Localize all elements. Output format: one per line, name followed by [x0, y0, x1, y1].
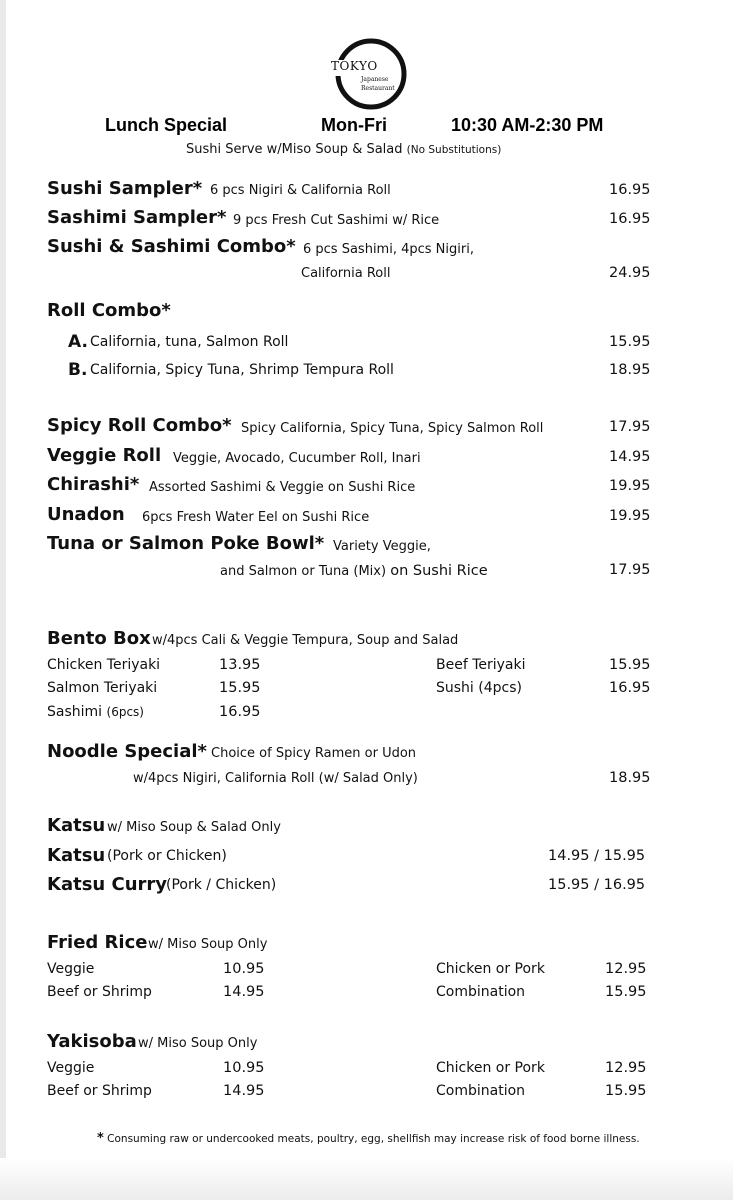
section-desc: w/ Miso Soup Only — [138, 1036, 258, 1051]
item-title: Roll Combo* — [47, 300, 171, 321]
bento-item: Sushi (4pcs) — [436, 680, 522, 696]
logo-name: TOKYO — [331, 59, 378, 73]
yakisoba-price: 14.95 — [223, 1083, 265, 1099]
option-label: A. — [68, 332, 88, 352]
menu-hours: 10:30 AM-2:30 PM — [451, 115, 604, 135]
item-price: 16.95 — [609, 211, 651, 227]
item-title: Chirashi* — [47, 474, 140, 495]
bento-price: 15.95 — [609, 657, 651, 673]
fried-rice-item: Combination — [436, 984, 526, 1000]
fried-rice-price: 12.95 — [605, 961, 647, 977]
menu-days: Mon-Fri — [321, 115, 387, 135]
item-desc: Assorted Sashimi & Veggie on Sushi Rice — [149, 480, 416, 495]
option-price: 15.95 — [609, 334, 651, 350]
item-title: Tuna or Salmon Poke Bowl* — [47, 533, 325, 554]
section-desc: w/ Miso Soup Only — [148, 937, 268, 952]
option-price: 18.95 — [609, 362, 651, 378]
item-title: Unadon — [47, 504, 125, 525]
bento-item: Beef Teriyaki — [436, 657, 526, 673]
bento-item: Sashimi (6pcs) — [47, 704, 144, 720]
item-price: 15.95 / 16.95 — [548, 877, 646, 893]
fried-rice-item: Veggie — [47, 961, 95, 977]
item-desc: 6pcs Fresh Water Eel on Sushi Rice — [142, 510, 370, 525]
fried-rice-price: 14.95 — [223, 984, 265, 1000]
bento-price: 16.95 — [609, 680, 651, 696]
item-title: Katsu Curry — [47, 874, 168, 895]
bento-item: Chicken Teriyaki — [47, 657, 161, 673]
menu-subtitle: Sushi Serve w/Miso Soup & Salad (No Substitutions) — [186, 142, 502, 157]
item-price: 17.95 — [609, 562, 651, 578]
option-desc: California, Spicy Tuna, Shrimp Tempura Roll — [90, 362, 394, 378]
menu-subtitle-note: (No Substitutions) — [406, 144, 502, 156]
section-title: Noodle Special* — [47, 741, 207, 762]
yakisoba-price: 10.95 — [223, 1060, 265, 1076]
section-desc: w/ Miso Soup & Salad Only — [107, 820, 281, 835]
yakisoba-price: 15.95 — [605, 1083, 647, 1099]
disclaimer-asterisk: * — [97, 1131, 104, 1146]
item-price: 14.95 / 15.95 — [548, 848, 646, 864]
yakisoba-item: Veggie — [47, 1060, 95, 1076]
yakisoba-item: Beef or Shrimp — [47, 1083, 152, 1099]
yakisoba-price: 12.95 — [605, 1060, 647, 1076]
item-price: 16.95 — [609, 182, 651, 198]
item-desc-line2: California Roll — [301, 266, 391, 281]
item-price: 19.95 — [609, 478, 651, 494]
logo-subtitle-1: Japanese — [361, 76, 389, 83]
item-desc: Variety Veggie, — [333, 539, 431, 554]
bento-item: Salmon Teriyaki — [47, 680, 158, 696]
item-desc-line2: and Salmon or Tuna (Mix) on Sushi Rice — [220, 563, 488, 579]
menu-title: Lunch Special — [105, 115, 228, 135]
item-title: Sushi Sampler* — [47, 178, 203, 199]
page-bottom-shadow — [0, 1158, 733, 1200]
item-title: Veggie Roll — [47, 445, 162, 466]
bento-price: 13.95 — [219, 657, 261, 673]
item-desc: 6 pcs Nigiri & California Roll — [210, 183, 391, 198]
item-title: Katsu — [47, 845, 106, 866]
section-desc-line2: w/4pcs Nigiri, California Roll (w/ Salad Only) — [133, 771, 418, 786]
fried-rice-price: 10.95 — [223, 961, 265, 977]
section-title: Yakisoba — [47, 1031, 137, 1052]
item-desc: Veggie, Avocado, Cucumber Roll, Inari — [173, 451, 421, 466]
bento-price: 16.95 — [219, 704, 261, 720]
section-desc: w/4pcs Cali & Veggie Tempura, Soup and Salad — [152, 633, 459, 648]
restaurant-logo — [331, 38, 411, 110]
item-desc: Spicy California, Spicy Tuna, Spicy Salmon Roll — [241, 421, 544, 436]
item-desc: (Pork / Chicken) — [166, 877, 277, 893]
item-desc: 9 pcs Fresh Cut Sashimi w/ Rice — [233, 213, 440, 228]
section-title: Bento Box — [47, 628, 151, 649]
bento-price: 15.95 — [219, 680, 261, 696]
yakisoba-item: Combination — [436, 1083, 526, 1099]
item-price: 18.95 — [609, 770, 651, 786]
option-label: B. — [68, 360, 88, 380]
food-safety-disclaimer: * Consuming raw or undercooked meats, poultry, egg, shellfish may increase risk of food borne illness. — [97, 1131, 640, 1146]
item-price: 19.95 — [609, 508, 651, 524]
yakisoba-item: Chicken or Pork — [436, 1060, 545, 1076]
item-desc: 6 pcs Sashimi, 4pcs Nigiri, — [303, 242, 474, 257]
option-desc: California, tuna, Salmon Roll — [90, 334, 289, 350]
item-title: Sushi & Sashimi Combo* — [47, 236, 296, 257]
item-desc: (Pork or Chicken) — [107, 848, 227, 864]
item-price: 24.95 — [609, 265, 651, 281]
fried-rice-price: 15.95 — [605, 984, 647, 1000]
logo-subtitle-2: Restaurant — [361, 85, 395, 92]
item-title: Sashimi Sampler* — [47, 207, 227, 228]
item-price: 17.95 — [609, 419, 651, 435]
section-desc: Choice of Spicy Ramen or Udon — [211, 746, 417, 761]
item-price: 14.95 — [609, 449, 651, 465]
section-title: Fried Rice — [47, 932, 148, 953]
section-title: Katsu — [47, 815, 106, 836]
fried-rice-item: Beef or Shrimp — [47, 984, 152, 1000]
item-title: Spicy Roll Combo* — [47, 415, 232, 436]
fried-rice-item: Chicken or Pork — [436, 961, 545, 977]
